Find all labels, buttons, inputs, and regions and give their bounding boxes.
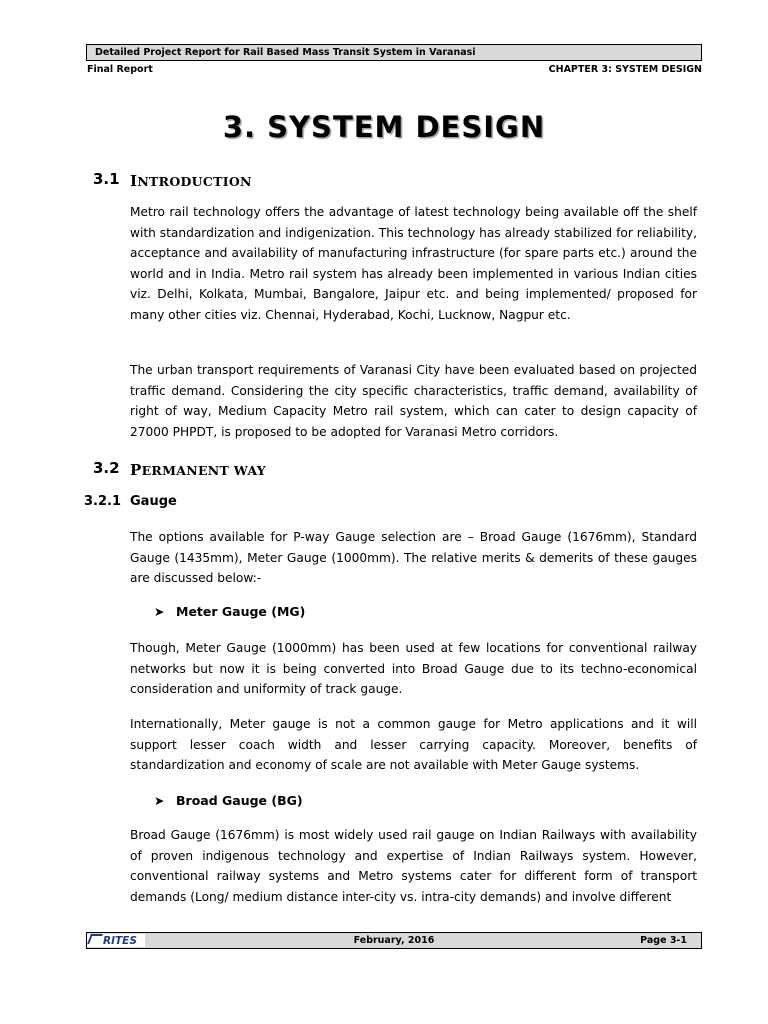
bullet-meter-gauge: ➤ Meter Gauge (MG) xyxy=(154,604,306,619)
page-number: Page 3-1 xyxy=(640,935,687,946)
report-title: Detailed Project Report for Rail Based Mass Transit System in Varanasi xyxy=(95,47,476,58)
paragraph-intro-1: Metro rail technology offers the advantage of latest technology being available off the shelf with standardization and indigenization. This technology has already stabilized for reliability, acceptance and availability of manufacturing infrastructure (for spare parts etc.) around the world and in India. Metro rail system has already been implemented in various Indian cities viz. Delhi, Kolkata, Mumbai, Bangalore, Jaipur etc. and being implemented/ proposed for many other cities viz. Chennai, Hyderabad, Kochi, Lucknow, Nagpur etc. xyxy=(130,205,697,322)
bullet-broad-gauge: ➤ Broad Gauge (BG) xyxy=(154,793,303,808)
section-title: INTRODUCTION xyxy=(130,172,252,190)
section-number: 3.1 xyxy=(93,170,120,188)
paragraph-broad-gauge: Broad Gauge (1676mm) is most widely used rail gauge on Indian Railways with availability of proven indigenous technology and expertise of Indian Railways system. However, conventional railway systems and Metro systems cater for different form of transport demands (Long/ medium distance inter-city vs. intra-city demands) and involve different xyxy=(130,828,697,904)
paragraph-meter-gauge-1: Though, Meter Gauge (1000mm) has been used at few locations for conventional railway networks but now it is being converted into Broad Gauge due to its techno-economical consideration and uniformity of track gauge. xyxy=(130,641,697,697)
subsection-title: Gauge xyxy=(130,494,177,509)
subsection-number: 3.2.1 xyxy=(84,494,122,509)
rites-logo: RITES xyxy=(87,934,145,947)
chapter-title: 3. SYSTEM DESIGN xyxy=(222,110,546,144)
arrow-bullet-icon: ➤ xyxy=(154,604,165,619)
section-title: PERMANENT WAY xyxy=(130,461,266,479)
paragraph-intro-2: The urban transport requirements of Varanasi City have been evaluated based on projected traffic demand. Considering the city specific characteristics, traffic demand, availability of right of way, Medium Capacity Metro rail system, which can cater to design capacity of 27000 PHPDT, is proposed to be adopted for Varanasi Metro corridors. xyxy=(130,363,697,439)
footer-band xyxy=(86,932,702,949)
header-band xyxy=(86,44,702,61)
arrow-bullet-icon: ➤ xyxy=(154,793,165,808)
chapter-label: CHAPTER 3: SYSTEM DESIGN xyxy=(548,64,702,75)
paragraph-gauge-options: The options available for P-way Gauge selection are – Broad Gauge (1676mm), Standard Gauge (1435mm), Meter Gauge (1000mm). The relative merits & demerits of these gauges are discussed below:- xyxy=(130,530,697,586)
paragraph-meter-gauge-2: Internationally, Meter gauge is not a common gauge for Metro applications and it will support lesser coach width and lesser carrying capacity. Moreover, benefits of standardization and economy of scale are not available with Meter Gauge systems. xyxy=(130,717,697,773)
report-status: Final Report xyxy=(87,64,153,75)
section-number: 3.2 xyxy=(93,459,120,477)
footer-date: February, 2016 xyxy=(353,935,435,946)
